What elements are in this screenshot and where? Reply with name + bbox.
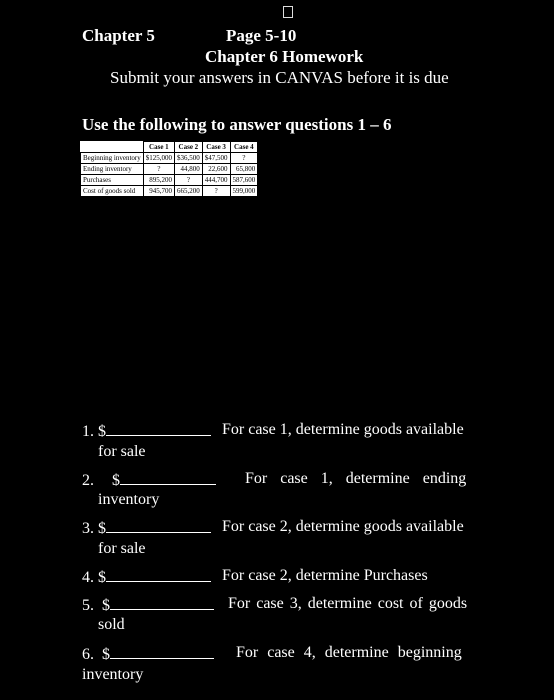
dollar-sign: $ bbox=[102, 597, 110, 614]
table-cell: 665,200 bbox=[175, 186, 203, 197]
question-number: 2. bbox=[82, 472, 94, 489]
chapter-label: Chapter 5 bbox=[82, 26, 155, 45]
table-cell: 44,800 bbox=[175, 164, 203, 175]
question-text-continued: sold bbox=[98, 616, 125, 633]
table-cell: 895,200 bbox=[143, 175, 174, 186]
question-number: 3. bbox=[82, 520, 94, 537]
question-text: For case 1, determine ending bbox=[245, 470, 467, 487]
table-row bbox=[81, 175, 258, 186]
answer-blank[interactable] bbox=[110, 595, 214, 610]
table-cell: 65,800 bbox=[230, 164, 258, 175]
dollar-sign: $ bbox=[98, 423, 106, 440]
question-text-continued: for sale bbox=[98, 540, 146, 557]
row-label: Ending inventory bbox=[81, 164, 144, 175]
table-cell: $36,500 bbox=[175, 153, 203, 164]
instructions-heading: Use the following to answer questions 1 – 6 bbox=[82, 115, 392, 134]
question-4 bbox=[82, 567, 211, 587]
column-header: Case 4 bbox=[230, 142, 258, 153]
question-number: 5. bbox=[82, 597, 94, 614]
question-3 bbox=[82, 518, 211, 538]
question-text-continued: for sale bbox=[98, 443, 146, 460]
table-row bbox=[81, 186, 258, 197]
table-cell: 945,700 bbox=[143, 186, 174, 197]
inventory-table bbox=[80, 141, 258, 197]
dollar-sign: $ bbox=[98, 520, 106, 537]
table-cell: ? bbox=[143, 164, 174, 175]
dollar-sign: $ bbox=[112, 472, 120, 489]
dollar-sign: $ bbox=[102, 646, 110, 663]
table-cell: 444,700 bbox=[202, 175, 230, 186]
question-text: For case 2, determine Purchases bbox=[222, 567, 428, 584]
question-number: 1. bbox=[82, 423, 94, 440]
page-label: Page 5-10 bbox=[226, 26, 297, 45]
table-cell: ? bbox=[175, 175, 203, 186]
question-5 bbox=[82, 595, 214, 615]
table-cell: ? bbox=[202, 186, 230, 197]
table-cell: 599,000 bbox=[230, 186, 258, 197]
answer-blank[interactable] bbox=[106, 567, 211, 582]
table-cell: $47,500 bbox=[202, 153, 230, 164]
column-header: Case 1 bbox=[143, 142, 174, 153]
submit-note: Submit your answers in CANVAS before it is due bbox=[110, 68, 449, 87]
answer-blank[interactable] bbox=[120, 470, 216, 485]
window-icon bbox=[283, 6, 293, 18]
answer-blank[interactable] bbox=[106, 421, 211, 436]
row-label: Cost of goods sold bbox=[81, 186, 144, 197]
question-1 bbox=[82, 421, 211, 441]
question-number: 6. bbox=[82, 646, 94, 663]
row-label: Beginning inventory bbox=[81, 153, 144, 164]
question-text-continued: inventory bbox=[82, 666, 144, 683]
row-label: Purchases bbox=[81, 175, 144, 186]
homework-title: Chapter 6 Homework bbox=[205, 47, 364, 66]
question-text: For case 1, determine goods available bbox=[222, 421, 464, 438]
table-cell: ? bbox=[230, 153, 258, 164]
answer-blank[interactable] bbox=[106, 518, 211, 533]
table-cell: 22,600 bbox=[202, 164, 230, 175]
question-6 bbox=[82, 644, 214, 664]
column-header: Case 2 bbox=[175, 142, 203, 153]
table-row bbox=[81, 153, 258, 164]
table-row bbox=[81, 164, 258, 175]
table-cell: $125,000 bbox=[143, 153, 174, 164]
column-header: Case 3 bbox=[202, 142, 230, 153]
table-cell: 587,600 bbox=[230, 175, 258, 186]
question-2 bbox=[82, 470, 216, 490]
answer-blank[interactable] bbox=[110, 644, 214, 659]
question-number: 4. bbox=[82, 569, 94, 586]
table-header-row bbox=[81, 142, 258, 153]
question-text: For case 3, determine cost of goods bbox=[228, 595, 468, 612]
question-text: For case 4, determine beginning bbox=[236, 644, 462, 661]
table-corner-cell bbox=[81, 142, 144, 153]
question-text: For case 2, determine goods available bbox=[222, 518, 464, 535]
dollar-sign: $ bbox=[98, 569, 106, 586]
question-text-continued: inventory bbox=[98, 491, 160, 508]
